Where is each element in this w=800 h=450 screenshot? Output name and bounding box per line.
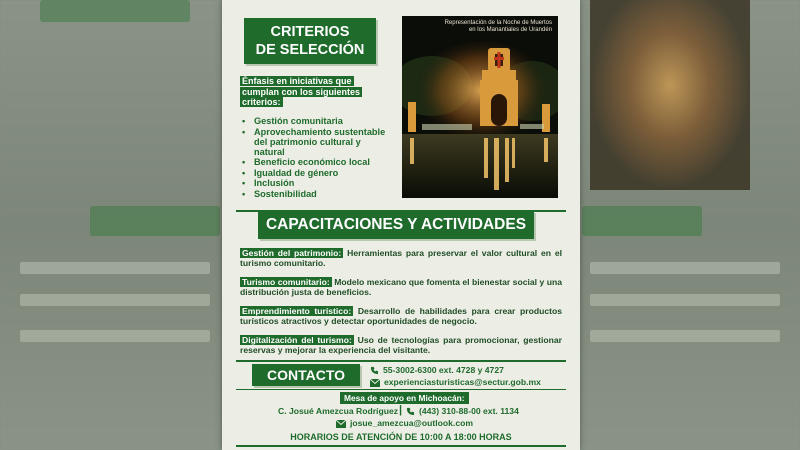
photo-illustration (402, 16, 558, 198)
criteria-heading-line2: DE SELECCIÓN (255, 42, 365, 58)
background-decoration (590, 294, 780, 306)
activity-item (240, 248, 562, 268)
background-decoration (590, 262, 780, 274)
activity-text: Modelo mexicano que fomenta el bienestar social y una distribución justa de beneficios. (240, 277, 562, 298)
support-person: C. Josué Amezcua Rodríguez (278, 406, 399, 416)
photo-caption (445, 20, 552, 34)
background-decoration (90, 206, 220, 236)
activity-item (240, 335, 562, 355)
background-decoration (40, 0, 190, 22)
activity-tag: Gestión del patrimonio: (242, 248, 342, 258)
contact-heading: CONTACTO (252, 364, 360, 386)
activity-item (240, 277, 562, 297)
support-email[interactable]: josue_amezcua@outlook.com (350, 418, 473, 428)
support-phone[interactable]: (443) 310-88-00 ext. 1134 (419, 406, 519, 416)
criteria-list (242, 116, 392, 199)
activity-tag: Turismo comunitario: (242, 277, 330, 287)
contact-email-row (370, 377, 541, 387)
phone-icon (406, 407, 415, 416)
support-email-row (336, 418, 473, 428)
criteria-intro-text: Énfasis en iniciativas que cumplan con los siguientes criterios: (242, 76, 361, 107)
criteria-item: • Aprovechamiento sustentable del patrimonio cultural y natural (242, 127, 392, 157)
criteria-intro (240, 76, 378, 108)
background-decoration (20, 262, 210, 274)
separator: | (399, 404, 403, 416)
section-divider (236, 360, 566, 362)
criteria-item: • Sostenibilidad (242, 189, 392, 199)
background-photo-blur (590, 0, 750, 190)
section-divider (236, 445, 566, 447)
background-decoration (20, 294, 210, 306)
photo-caption-line2: en los Manantiales de Urandén (468, 27, 552, 33)
activity-item (240, 306, 562, 326)
support-desk-label: Mesa de apoyo en Michoacán: (340, 392, 469, 404)
section-divider (236, 389, 566, 390)
activity-text: Uso de tecnologías para promocionar, gestionar reservas y mejorar la experiencia del visitante. (240, 335, 562, 356)
phone-icon (370, 366, 379, 375)
activity-tag: Digitalización del turismo: (242, 335, 352, 345)
criteria-heading (244, 18, 376, 64)
photo-caption-line1: Representación de la Noche de Muertos (444, 20, 552, 26)
support-phone-row (406, 406, 519, 416)
contact-email[interactable]: experienciasturisticas@sectur.gob.mx (384, 377, 541, 387)
capacitaciones-heading: CAPACITACIONES Y ACTIVIDADES (258, 211, 534, 239)
background-decoration (20, 330, 210, 342)
day-of-dead-photo (402, 16, 558, 198)
office-hours: HORARIOS DE ATENCIÓN DE 10:00 A 18:00 HORAS (290, 432, 512, 442)
envelope-icon (336, 420, 346, 428)
background-decoration (582, 206, 702, 236)
criteria-item: • Beneficio económico local (242, 157, 392, 167)
background-decoration (590, 330, 780, 342)
activity-text: Herramientas para preservar el valor cultural en el turismo comunitario. (240, 248, 562, 269)
contact-phone[interactable]: 55-3002-6300 ext. 4728 y 4727 (383, 365, 504, 375)
flyer (222, 0, 580, 450)
activity-tag: Emprendimiento turístico: (242, 306, 352, 316)
criteria-item: • Inclusión (242, 178, 392, 188)
activity-text: Desarrollo de habilidades para crear productos turísticos atractivos y detectar oportunidades de negocio. (240, 306, 562, 327)
criteria-heading-line1: CRITERIOS (270, 24, 350, 40)
contact-phone-row (370, 365, 504, 375)
criteria-item: • Gestión comunitaria (242, 116, 392, 126)
criteria-item: • Igualdad de género (242, 168, 392, 178)
envelope-icon (370, 379, 380, 387)
